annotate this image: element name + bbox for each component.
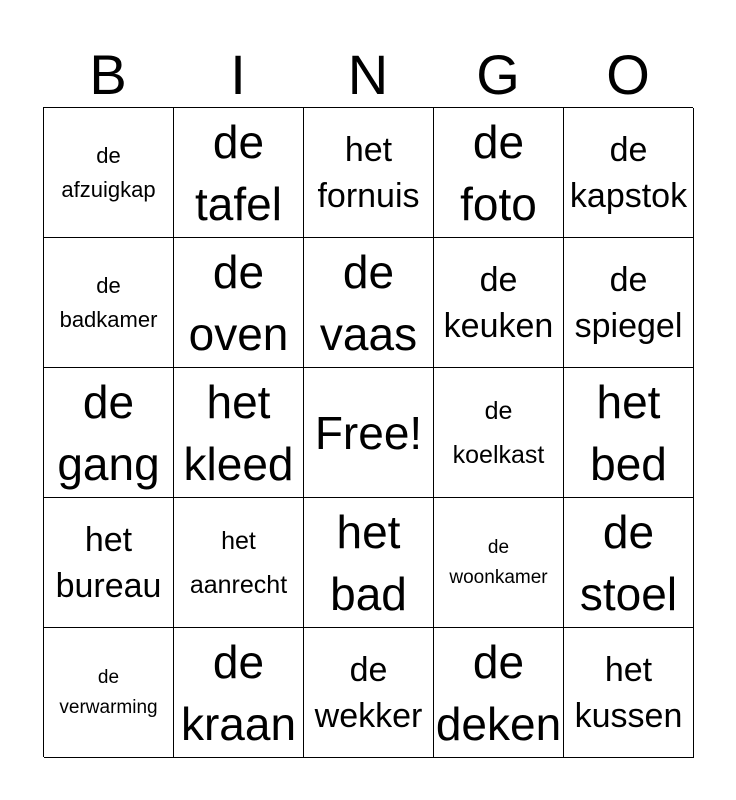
bingo-cell-text: de kraan: [180, 635, 297, 750]
bingo-cell[interactable]: [304, 498, 434, 628]
header-letter-n: N: [347, 43, 389, 106]
bingo-cell[interactable]: [174, 368, 304, 498]
bingo-cell[interactable]: [434, 238, 564, 368]
header-letter-g: G: [476, 43, 520, 106]
bingo-cell-text: het fornuis: [317, 130, 420, 215]
bingo-card-grid: [43, 107, 693, 757]
bingo-cell[interactable]: [434, 498, 564, 628]
bingo-cell-text: de keuken: [443, 260, 554, 345]
bingo-cell[interactable]: [174, 498, 304, 628]
bingo-cell-text: de gang: [57, 375, 160, 490]
bingo-cell[interactable]: [174, 108, 304, 238]
bingo-cell[interactable]: [44, 238, 174, 368]
bingo-cell-text: het bed: [590, 375, 667, 490]
bingo-cell-text: de stoel: [579, 505, 678, 620]
bingo-cell[interactable]: [564, 238, 694, 368]
bingo-cell-text: de afzuigkap: [61, 142, 156, 202]
bingo-cell[interactable]: [44, 628, 174, 758]
bingo-cell-text: de woonkamer: [449, 536, 548, 588]
bingo-header: [43, 42, 693, 108]
bingo-cell[interactable]: [44, 108, 174, 238]
bingo-cell[interactable]: [44, 368, 174, 498]
bingo-cell-text: Free!: [314, 406, 423, 459]
bingo-cell-text: het bureau: [55, 520, 162, 605]
bingo-cell-text: de deken: [435, 635, 562, 750]
bingo-cell-text: de wekker: [314, 650, 423, 735]
bingo-cell[interactable]: [44, 498, 174, 628]
bingo-cell[interactable]: [434, 108, 564, 238]
bingo-cell-text: de vaas: [319, 245, 418, 360]
bingo-cell-free[interactable]: [304, 368, 434, 498]
bingo-cell-text: de badkamer: [59, 272, 158, 332]
bingo-cell-text: de spiegel: [574, 260, 683, 345]
bingo-cell-text: het aanrecht: [189, 526, 288, 599]
bingo-cell-text: de verwarming: [59, 666, 158, 718]
bingo-cell-text: de tafel: [195, 115, 282, 230]
bingo-cell-text: de foto: [460, 115, 537, 230]
bingo-cell-text: het bad: [330, 505, 407, 620]
bingo-cell[interactable]: [174, 628, 304, 758]
bingo-cell[interactable]: [304, 108, 434, 238]
bingo-cell-text: het kleed: [183, 375, 294, 490]
bingo-cell[interactable]: [564, 498, 694, 628]
bingo-cell[interactable]: [304, 628, 434, 758]
bingo-cell-text: de koelkast: [452, 396, 545, 469]
bingo-cell[interactable]: [564, 628, 694, 758]
bingo-cell-text: het kussen: [574, 650, 683, 735]
bingo-cell[interactable]: [174, 238, 304, 368]
bingo-cell-text: de oven: [188, 245, 289, 360]
bingo-cell[interactable]: [434, 628, 564, 758]
header-letter-b: B: [89, 43, 127, 106]
header-letter-i: I: [230, 43, 246, 106]
header-letter-o: O: [606, 43, 650, 106]
bingo-cell[interactable]: [564, 368, 694, 498]
bingo-cell[interactable]: [304, 238, 434, 368]
bingo-cell[interactable]: [564, 108, 694, 238]
bingo-cell-text: de kapstok: [569, 130, 688, 215]
bingo-cell[interactable]: [434, 368, 564, 498]
